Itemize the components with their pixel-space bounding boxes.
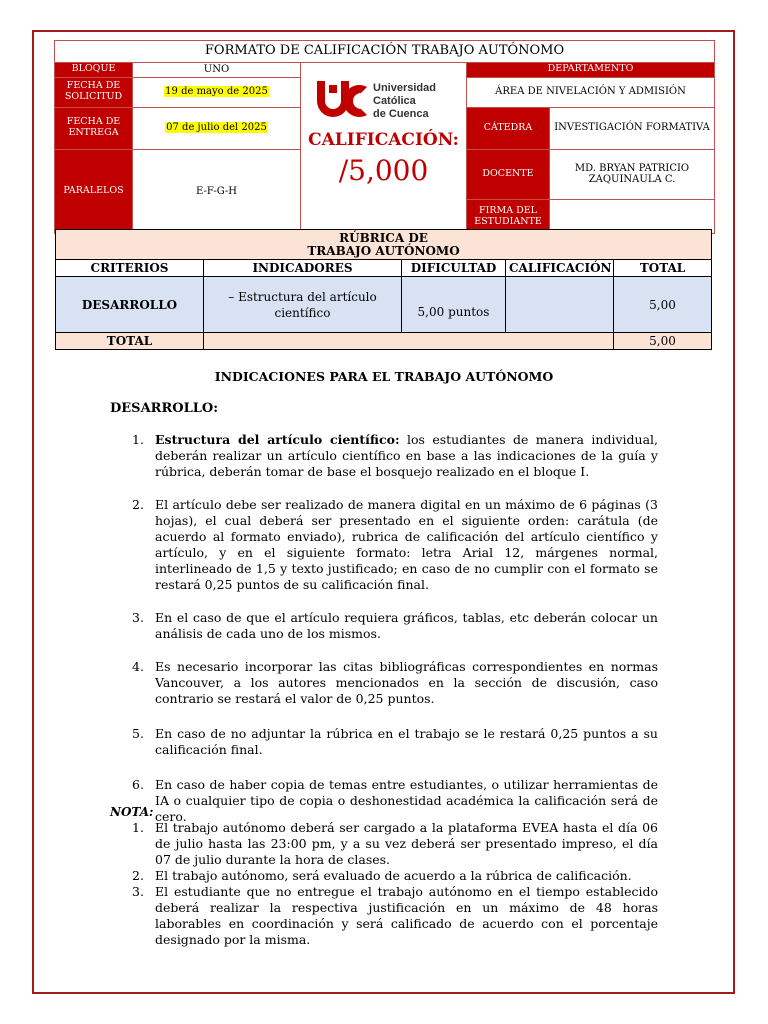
item-text: El artículo debe ser realizado de manera digital en un máximo de 6 páginas (3 hojas), el cual deberá ser presentado en el siguiente orden: carátula (de acuerdo al formato enviado), rubrica de calificación del artículo científico y artículo, y en el siguiente formato: letra Arial 12, márgenes normal, interlineado de 1,5 y texto justificado; en caso de no cumplir con el formato se restará 0,25 puntos de su calificación final.: [155, 497, 658, 592]
university-name-line: Universidad: [373, 82, 436, 94]
list-number: 4.: [132, 659, 144, 674]
item-text: Es necesario incorporar las citas bibliográficas correspondientes en normas Vancouver, a los autores mencionados en la sección de discusión, caso contrario se restará el valor de 0,25 puntos.: [155, 659, 658, 706]
total-cell: 5,00: [614, 277, 712, 333]
note-text: El trabajo autónomo, será evaluado de acuerdo a la rúbrica de calificación.: [155, 868, 632, 883]
departamento-label: DEPARTAMENTO: [467, 63, 715, 78]
docente-value: MD. BRYAN PATRICIO ZAQUINAULA C.: [550, 149, 715, 200]
calificacion-cell[interactable]: [506, 277, 614, 333]
departamento-value: ÁREA DE NIVELACIÓN Y ADMISIÓN: [467, 77, 715, 107]
criterio-cell: DESARROLLO: [56, 277, 204, 333]
note-item: [110, 820, 658, 868]
note-item: [110, 884, 658, 948]
column-header: CALIFICACIÓN: [506, 260, 614, 277]
paralelos-label: PARALELOS: [55, 149, 133, 234]
rubric-table: [55, 229, 711, 350]
logo-block: [301, 63, 467, 234]
note-number: 2.: [132, 868, 144, 883]
bloque-value: UNO: [133, 63, 301, 78]
nota-label: NOTA:: [110, 805, 154, 819]
item-bold-lead: Estructura del artículo científico:: [155, 432, 400, 447]
university-name-line: Católica: [373, 95, 416, 107]
university-name: [373, 82, 436, 121]
fecha-entrega-value: 07 de julio del 2025: [166, 122, 267, 134]
header-form: [54, 40, 714, 227]
list-item: [110, 659, 658, 707]
section-title: INDICACIONES PARA EL TRABAJO AUTÓNOMO: [214, 369, 554, 384]
column-header: DIFICULTAD: [402, 260, 506, 277]
column-header: INDICADORES: [204, 260, 402, 277]
desarrollo-heading: DESARROLLO:: [110, 401, 218, 416]
fecha-solicitud-value: 19 de mayo de 2025: [165, 86, 268, 98]
item-text: En el caso de que el artículo requiera gráficos, tablas, etc deberán colocar un análisis de cada uno de los mismos.: [155, 610, 658, 641]
list-item: [110, 432, 658, 480]
bloque-label: BLOQUE: [55, 63, 133, 78]
calificacion-value: /5,000: [338, 154, 429, 187]
firma-label: FIRMA DEL ESTUDIANTE: [467, 200, 550, 234]
note-number: 3.: [132, 884, 144, 899]
note-number: 1.: [132, 820, 144, 835]
university-name-line: de Cuenca: [373, 108, 429, 120]
fecha-entrega-cell: [133, 107, 301, 149]
total-value: 5,00: [614, 333, 712, 350]
list-number: 5.: [132, 726, 144, 741]
list-number: 2.: [132, 497, 144, 512]
notes-list: [110, 820, 658, 948]
note-item: [110, 868, 658, 884]
list-item: [110, 726, 658, 758]
instructions-list: [110, 432, 658, 825]
list-item: [110, 777, 658, 825]
fecha-entrega-label: FECHA DE ENTREGA: [55, 107, 133, 149]
list-item: [110, 610, 658, 642]
item-text: En caso de haber copia de temas entre estudiantes, o utilizar herramientas de IA o cualquier tipo de copia o deshonestidad académica la calificación será de cero.: [155, 777, 658, 824]
item-text: los estudiantes de manera individual, deberán realizar un artículo científico en base a las indicaciones de la guía y rúbrica, deberán tomar de base el bosquejo realizado en el bloque I.: [155, 432, 658, 479]
dificultad-cell: 5,00 puntos: [402, 277, 506, 333]
column-header: CRITERIOS: [56, 260, 204, 277]
list-number: 6.: [132, 777, 144, 792]
indicador-cell: – Estructura del artículo científico: [204, 277, 402, 333]
catedra-value: INVESTIGACIÓN FORMATIVA: [550, 107, 715, 149]
total-label: TOTAL: [56, 333, 204, 350]
list-number: 3.: [132, 610, 144, 625]
list-item: [110, 497, 658, 593]
total-spacer: [204, 333, 614, 350]
list-number: 1.: [132, 432, 144, 447]
column-header: TOTAL: [614, 260, 712, 277]
item-text: En caso de no adjuntar la rúbrica en el trabajo se le restará 0,25 puntos a su calificación final.: [155, 726, 658, 757]
university-logo-icon: [315, 77, 371, 121]
note-text: El trabajo autónomo deberá ser cargado a la plataforma EVEA hasta el día 06 de julio hasta las 23:00 pm, y a su vez deberá ser presentado impreso, el día 07 de julio durante la hora de clases.: [155, 820, 658, 867]
note-text: El estudiante que no entregue el trabajo autónomo en el tiempo establecido deberá realizar la respectiva justificación en un máximo de 48 horas laborables en coordinación y será calificado de acuerdo con el porcentaje designado por la misma.: [155, 884, 658, 947]
calificacion-label: CALIFICACIÓN:: [308, 130, 459, 150]
paralelos-value: E-F-G-H: [133, 149, 301, 234]
fecha-solicitud-label: FECHA DE SOLICITUD: [55, 77, 133, 107]
form-title: FORMATO DE CALIFICACIÓN TRABAJO AUTÓNOMO: [55, 41, 715, 63]
rubric-title: RÚBRICA DE TRABAJO AUTÓNOMO: [56, 230, 712, 260]
fecha-solicitud-cell: [133, 77, 301, 107]
docente-label: DOCENTE: [467, 149, 550, 200]
catedra-label: CÁTEDRA: [467, 107, 550, 149]
